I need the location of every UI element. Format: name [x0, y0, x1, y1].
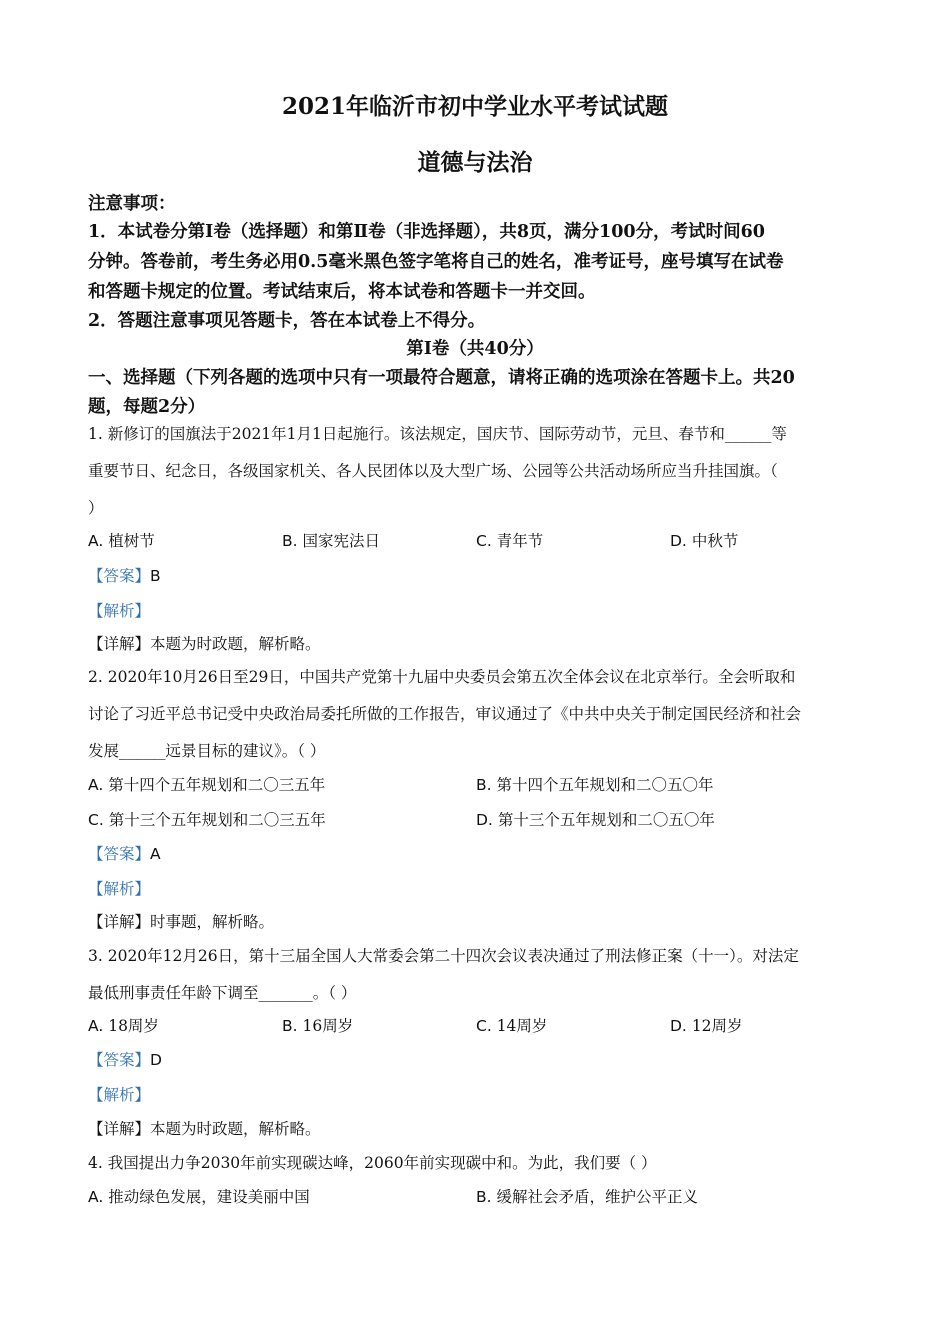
- option-a: A. 推动绿色发展，建设美丽中国: [88, 1188, 310, 1206]
- answer-value: A: [150, 845, 161, 863]
- option-c: C. 第十三个五年规划和二〇三五年: [88, 811, 326, 829]
- question-1-text: 1. 新修订的国旗法于2021年1月1日起施行。该法规定，国庆节、国际劳动节，元旦、春节和______等: [88, 425, 787, 443]
- question-1-text: ）: [88, 499, 104, 517]
- detail-row: 【详解】时事题，解析略。: [88, 913, 275, 931]
- option-b: B. 国家宪法日: [282, 532, 381, 550]
- option-a: A. 18周岁: [88, 1017, 159, 1035]
- analysis-row: 【解析】: [88, 880, 151, 898]
- notice-heading: 注意事项：: [88, 194, 176, 214]
- notice-line: 分钟。答卷前，考生务必用0.5毫米黑色签字笔将自己的姓名，准考证号，座号填写在试卷: [88, 252, 784, 272]
- notice-line: 1．本试卷分第Ⅰ卷（选择题）和第Ⅱ卷（非选择题），共8页，满分100分，考试时间60: [88, 222, 765, 242]
- option-c: C. 14周岁: [476, 1017, 548, 1035]
- answer-value: B: [150, 567, 161, 585]
- option-b: B. 第十四个五年规划和二〇五〇年: [476, 776, 714, 794]
- section-intro: 题，每题2分）: [88, 397, 206, 417]
- option-d: D. 第十三个五年规划和二〇五〇年: [476, 811, 715, 829]
- exam-title: 2021年临沂市初中学业水平考试试题: [281, 93, 668, 120]
- question-4-text: 4. 我国提出力争2030年前实现碳达峰，2060年前实现碳中和。为此，我们要（ ）: [88, 1154, 657, 1172]
- option-b: B. 缓解社会矛盾，维护公平正义: [476, 1188, 699, 1206]
- question-2-text: 发展______远景目标的建议》。（ ）: [88, 742, 326, 760]
- option-b: B. 16周岁: [282, 1017, 354, 1035]
- detail-row: 【详解】本题为时政题，解析略。: [88, 1120, 321, 1138]
- option-d: D. 中秋节: [670, 532, 739, 550]
- analysis-row: 【解析】: [88, 1086, 151, 1104]
- notice-line: 和答题卡规定的位置。考试结束后，将本试卷和答题卡一并交回。: [88, 282, 596, 302]
- analysis-row: 【解析】: [88, 602, 151, 620]
- question-1-text: 重要节日、纪念日，各级国家机关、各人民团体以及大型广场、公园等公共活动场所应当升挂国旗。（: [88, 462, 778, 480]
- notice-line: 2．答题注意事项见答题卡，答在本试卷上不得分。: [88, 311, 486, 331]
- question-2-text: 2. 2020年10月26日至29日，中国共产党第十九届中央委员会第五次全体会议在北京举行。全会听取和: [88, 668, 796, 686]
- option-c: C. 青年节: [476, 532, 544, 550]
- subject-title: 道德与法治: [417, 149, 533, 176]
- option-d: D. 12周岁: [670, 1017, 743, 1035]
- section-intro: 一、选择题（下列各题的选项中只有一项最符合题意，请将正确的选项涂在答题卡上。共20: [88, 368, 795, 388]
- detail-row: 【详解】本题为时政题，解析略。: [88, 635, 321, 653]
- answer-row: 【答案】B: [88, 567, 161, 585]
- question-3-text: 3. 2020年12月26日，第十三届全国人大常委会第二十四次会议表决通过了刑法修正案（十一）。对法定: [88, 947, 799, 965]
- question-2-text: 讨论了习近平总书记受中央政治局委托所做的工作报告，审议通过了《中共中央关于制定国民经济和社会: [88, 705, 802, 723]
- answer-value: D: [150, 1051, 162, 1069]
- answer-row: 【答案】A: [88, 845, 161, 863]
- section-title: 第Ⅰ卷（共40分）: [406, 339, 544, 359]
- option-a: A. 第十四个五年规划和二〇三五年: [88, 776, 326, 794]
- question-3-text: 最低刑事责任年龄下调至_______。（ ）: [88, 984, 357, 1002]
- answer-row: 【答案】D: [88, 1051, 162, 1069]
- option-a: A. 植树节: [88, 532, 155, 550]
